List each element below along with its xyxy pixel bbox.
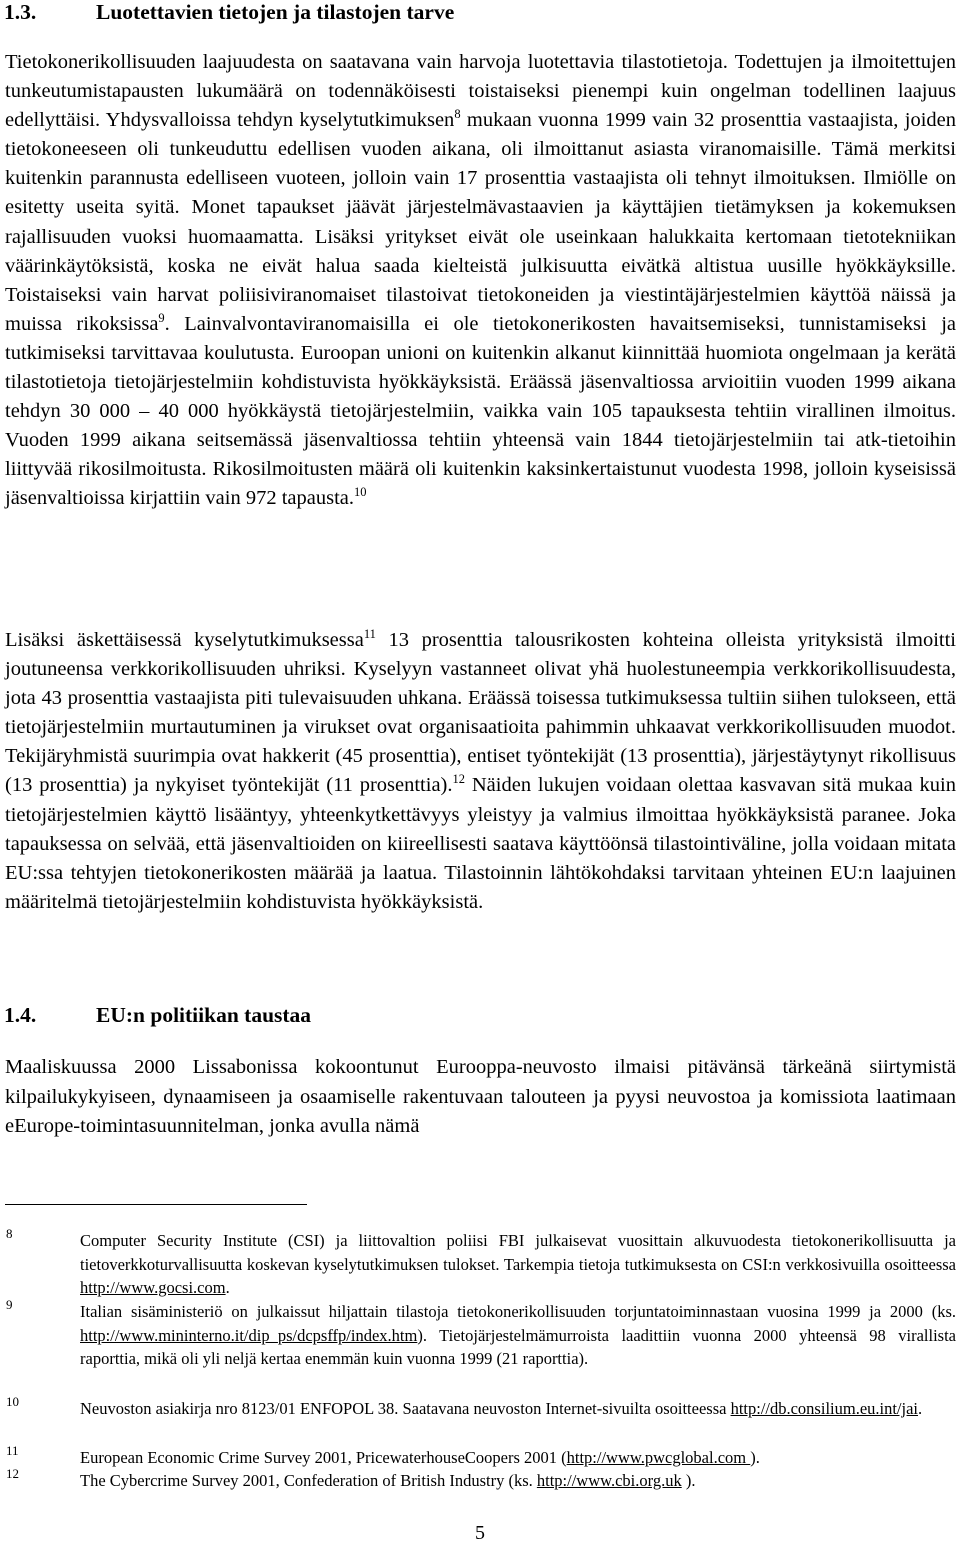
paragraph-text: Lisäksi äskettäisessä kyselytutkimuksessa — [5, 629, 364, 651]
footnote-text: Neuvoston asiakirja nro 8123/01 ENFOPOL 38. Saatavana neuvoston Internet-sivuilta osoitteessa — [80, 1399, 731, 1418]
footnote-number: 11 — [6, 1443, 19, 1458]
footnote-text: . — [918, 1399, 923, 1418]
section-number: 1.4. — [4, 1003, 37, 1027]
paragraph-text: Maaliskuussa 2000 Lissabonissa kokoontunut Eurooppa-neuvosto ilmaisi pitävänsä tärkeänä siirtymistä kilpailukykyiseen, dynaamiseen ja osaamiselle rakentuvaan talouteen ja pyysi neuvostoa ja komissiota laatimaan — [5, 1056, 956, 1108]
body-paragraph — [5, 48, 956, 514]
footnote-number: 9 — [6, 1297, 13, 1312]
paragraph-text: Tietokonerikollisuuden laajuudesta on saatavana vain harvoja luotettavia tilastotietoja. Todettujen ja ilmoitettujen tunkeutumistapausten lukumäärä on todennäköisesti toistaiseksi pienempi kuin ongelman todellinen laajuus edellyttäisi. Yhdysvalloissa tehdyn kyselytutkimuksen — [5, 51, 956, 132]
footnote-link[interactable]: http://www.gocsi.com — [80, 1278, 226, 1297]
footnote-ref-11: 11 — [363, 627, 376, 641]
paragraph-text: Näiden lukujen voidaan olettaa kasvavan sitä mukaa kuin tietojärjestelmien käyttö lisääntyy, yhteenkytkettävyys yleistyy ja valmius ilmoittaa hyökkäyksistä paranee. Joka tapauksessa on selvää, että jäsenvaltioiden on kiireellisesti saatava käyttöönsä tilastointiväline, jolla voidaan mitata EU:ssa tehtyjen tietokonerikosten määrää ja laatua. Tilastoinnin lähtökohdaksi tarvitaan yhteinen EU:n laajuinen määritelmä tietojärjestelmiin kohdistuvista hyökkäyksistä. — [5, 774, 956, 913]
paragraph-text: . Lainvalvontaviranomaisilla ei ole tietokonerikosten havaitsemiseksi, tunnistamiseksi ja tutkimiseksi tarvittavaa koulutusta. Euroopan unioni on kuitenkin alkanut kiinnittää huomiota ongelmaan ja kerätä tilastotietoja tietojärjestelmiin kohdistuvista hyökkäyksistä. Eräässä jäsenvaltiossa arvioitiin vuoden 1999 aikana tehdyn 30 000 – 40 000 hyökkäystä tietojärjestelmiin, vaikka vain 105 tapauksesta tehtiin virallinen ilmoitus. Vuoden 1999 aikana seitsemässä jäsenvaltiossa tehtiin yhteensä vain 1844 tietojärjestelmiin tai atk-tietoihin liittyvää rikosilmoitusta. Rikosilmoitusten määrä oli kuitenkin kaksinkertaistunut vuodesta 1998, jolloin kyseisissä jäsenvaltioissa kirjattiin vain 972 tapausta. — [5, 312, 956, 510]
paragraph-text: e — [5, 1115, 15, 1137]
footnote-number: 12 — [6, 1466, 19, 1481]
footnote-text: Computer Security Institute (CSI) ja liittovaltion poliisi FBI julkaisevat vuosittain alkuvuodesta tietokonerikollisuutta ja tietoverkkoturvallisuutta koskevan kyselytutkimuksen tulokset. Tarkempia tietoja tutkimuksesta on CSI:n verkkosivuilla osoitteessa — [80, 1231, 956, 1274]
body-paragraph — [5, 1053, 956, 1142]
footnote-ref-10: 10 — [354, 485, 367, 500]
section-heading-1-4 — [4, 1001, 311, 1029]
footnote-text: Italian sisäministeriö on julkaissut hiljattain tilastoja tietokonerikollisuuden torjuntatoiminnastaan vuosina 1999 ja 2000 (ks. — [80, 1302, 956, 1321]
footnote-text: . — [225, 1278, 230, 1297]
paragraph-text: Europe-toimintasuunnitelman, jonka avulla nämä — [14, 1115, 420, 1137]
footnote-ref-12: 12 — [452, 772, 465, 787]
section-heading-1-3 — [4, 0, 454, 26]
section-number: 1.3. — [4, 0, 37, 24]
paragraph-text: 13 prosenttia talousrikosten kohteina olleista yrityksistä ilmoitti joutuneensa verkkorikollisuuden uhriksi. Kyselyyn vastanneet olivat yhä huolestuneempia verkkorikollisuudesta, jota 43 prosenttia vastaajista piti tulevaisuuden uhkana. Eräässä toisessa tutkimuksessa tultiin siihen tulokseen, että tietojärjestelmiin murtautuminen ja virukset ovat organisaatioita pahimmin uhkaavat verkkorikollisuuden muodot. Tekijäryhmistä suurimpia ovat hakkerit (45 prosenttia), entiset työntekijät (13 prosenttia), järjestäytynyt rikollisuus (13 prosenttia) ja nykyiset työntekijät (11 prosenttia). — [5, 629, 956, 797]
body-paragraph — [5, 626, 956, 917]
footnote-text: ). Tietojärjestelmämurroista laadittiin vuonna 2000 yhteensä 98 virallista raporttia, mikä oli yli neljä kertaa enemmän kuin vuonna 1999 (21 raporttia). — [80, 1325, 956, 1368]
footnote-link[interactable]: http://db.consilium.eu.int/jai — [730, 1399, 919, 1418]
footnote-link[interactable]: http://www.mininterno.it/dip_ps/dcpsffp/index.htm — [80, 1325, 418, 1345]
footnote-8 — [80, 1229, 956, 1300]
footnote-text: European Economic Crime Survey 2001, PricewaterhouseCoopers 2001 ( — [80, 1448, 567, 1467]
page-number: 5 — [475, 1522, 485, 1544]
footnote-link[interactable]: http://www.pwcglobal.com — [566, 1448, 751, 1467]
footnote-11 — [80, 1446, 956, 1470]
section-title: Luotettavien tietojen ja tilastojen tarve — [96, 0, 455, 24]
paragraph-text: mukaan vuonna 1999 vain 32 prosenttia vastaajista, joiden tietokoneeseen oli tunkeuduttu edellisen vuoden aikana, oli ilmoittanut asiasta viranomaisille. Tämä merkitsi kuitenkin parannusta edelliseen vuoteen, jolloin vain 17 prosenttia vastaajista oli tehnyt ilmoituksen. Ilmiölle on esitetty useita syitä. Monet tapaukset jäävät järjestelmävastaavien ja käyttäjien tietämyksen ja kokemuksen rajallisuuden vuoksi huomaamatta. Lisäksi yritykset eivät ole useinkaan halukkaita kertomaan tietotekniikan väärinkäytöksistä, koska ne eivät halua saada kielteistä julkisuutta eivätkä altistua uusille hyökkäyksille. Toistaiseksi vain harvat poliisiviranomaiset tilastoivat tietokoneiden ja viestintäjärjestelmien käyttöä näissä ja muissa rikoksissa — [5, 109, 956, 335]
footnote-10 — [80, 1397, 956, 1421]
footnote-text: The Cybercrime Survey 2001, Confederation of British Industry (ks. — [80, 1471, 537, 1490]
footnote-12 — [80, 1469, 956, 1493]
footnote-link[interactable]: http://www.cbi.org.uk — [536, 1471, 682, 1490]
footnote-ref-8: 8 — [454, 107, 461, 122]
section-title: EU:n politiikan taustaa — [96, 1003, 312, 1027]
footnote-text: ). — [681, 1471, 696, 1490]
footnote-number: 10 — [6, 1394, 19, 1409]
footnote-number: 8 — [6, 1226, 13, 1241]
footnote-divider — [5, 1204, 307, 1205]
footnote-text: ). — [750, 1448, 760, 1467]
footnote-ref-9: 9 — [158, 310, 165, 325]
footnote-9 — [80, 1300, 956, 1371]
